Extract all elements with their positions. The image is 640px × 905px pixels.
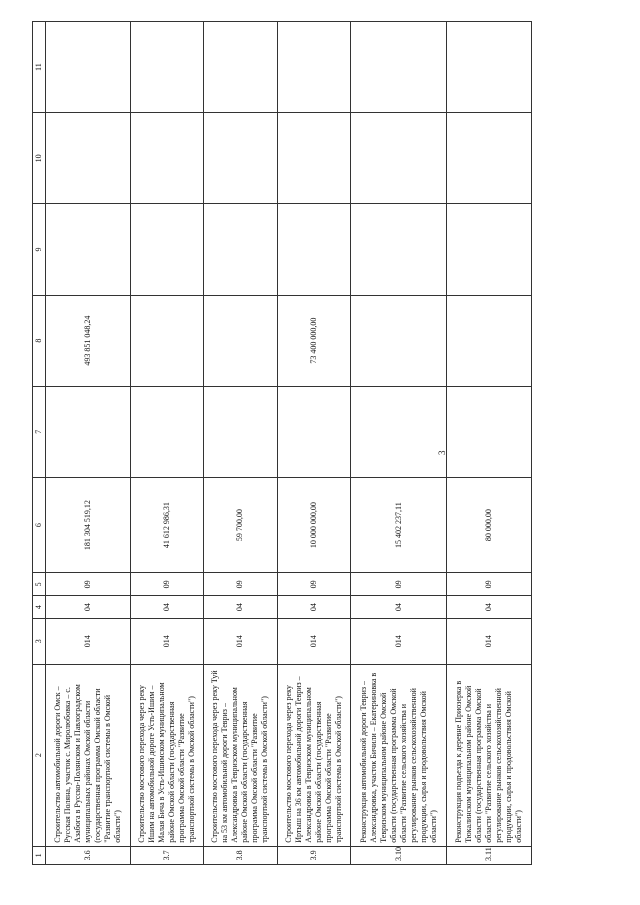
object-name: Строительство мостового перехода через реку Ишим на автомобильной дороге Усть-Ишим – Малая Бича в Усть-Ишимском муниципальном районе Омской области (государственная программа Омской области "Развитие транспортной системы в Омской области") [130,664,203,846]
table-row [204,22,277,865]
code-ministry: 014 [447,618,532,664]
amount-col-10 [130,113,203,204]
amount-col-8 [447,295,532,386]
code-section: 04 [130,596,203,619]
table-body [46,22,532,865]
amount-col-11 [351,22,447,113]
amount-col-6: 10 000 000,00 [277,477,350,573]
code-subsection: 09 [204,573,277,596]
column-header: 6 [33,477,46,573]
object-name: Строительство мостового перехода через реку Туй на 53 км автомобильной дороги Тевриз – Александровка в Тевризском муниципальном районе Омской области (государственная программа Омской области "Развитие транспортной системы в Омской области") [204,664,277,846]
amount-col-8 [204,295,277,386]
code-subsection: 09 [277,573,350,596]
code-subsection: 09 [447,573,532,596]
amount-col-9 [447,204,532,295]
amount-col-9 [130,204,203,295]
object-name: Реконструкция автомобильной дороги Тевриз – Александровка, участок Бичили – Екатериновка в Тевризском муниципальном районе Омской области (государственная программа Омской области "Развитие сельского хозяйства и регулирование рынков сельскохозяйственной продукции, сырья и продовольствия Омской области") [351,664,447,846]
object-name: Реконструкция подъезда к деревне Приозерка в Тюкалинском муниципальном районе Омской области (государственная программа Омской области "Развитие сельского хозяйства и регулирование рынков сельскохозяйственной продукции, сырья и продовольствия Омской области") [447,664,532,846]
amount-col-8 [351,295,447,386]
table-row [130,22,203,865]
code-ministry: 014 [46,618,131,664]
amount-col-11 [277,22,350,113]
amount-col-11 [130,22,203,113]
amount-col-7 [46,386,131,477]
amount-col-9 [277,204,350,295]
amount-col-6: 59 700,00 [204,477,277,573]
object-name: Строительство мостового перехода через реку Иртыш на 36 км автомобильной дороги Тевриз – Александровка в Тевризском муниципальном районе Омской области (государственная программа Омской области "Развитие транспортной системы в Омской области") [277,664,350,846]
row-number: 3.11 [447,846,532,864]
object-name: Строительство автомобильной дороги Омск – Русская Поляна, участок с. Миролюбовка – с. Азабога в Русско-Полянском и Павлоградском муниципальных районах Омской области (государственная программа Омской области "Развитие транспортной системы в Омской области") [46,664,131,846]
amount-col-6: 41 612 986,31 [130,477,203,573]
table-row [351,22,447,865]
table-row [277,22,350,865]
amount-col-10 [447,113,532,204]
amount-col-11 [204,22,277,113]
amount-col-10 [277,113,350,204]
code-subsection: 09 [46,573,131,596]
table-row [447,22,532,865]
code-section: 04 [447,596,532,619]
column-header: 8 [33,295,46,386]
code-ministry: 014 [130,618,203,664]
column-header: 3 [33,618,46,664]
header-row [33,22,46,865]
column-header: 7 [33,386,46,477]
amount-col-9 [204,204,277,295]
amount-col-7 [204,386,277,477]
row-number: 3.8 [204,846,277,864]
code-ministry: 014 [204,618,277,664]
amount-col-6: 181 304 519,12 [46,477,131,573]
amount-col-7 [277,386,350,477]
amount-col-11 [447,22,532,113]
budget-table [32,21,532,865]
column-header: 4 [33,596,46,619]
amount-col-8: 493 851 048,24 [46,295,131,386]
column-header: 11 [33,22,46,113]
column-header: 2 [33,664,46,846]
amount-col-7 [447,386,532,477]
amount-col-10 [204,113,277,204]
amount-col-8: 73 400 000,00 [277,295,350,386]
amount-col-10 [46,113,131,204]
row-number: 3.6 [46,846,131,864]
amount-col-8 [130,295,203,386]
amount-col-6: 15 402 237,11 [351,477,447,573]
column-header: 9 [33,204,46,295]
table-row [46,22,131,865]
code-section: 04 [351,596,447,619]
code-subsection: 09 [130,573,203,596]
code-section: 04 [46,596,131,619]
amount-col-9 [46,204,131,295]
row-number: 3.7 [130,846,203,864]
row-number: 3.10 [351,846,447,864]
column-header: 5 [33,573,46,596]
code-ministry: 014 [277,618,350,664]
amount-col-7 [130,386,203,477]
page-number: 3 [437,450,447,455]
amount-col-6: 80 000,00 [447,477,532,573]
code-ministry: 014 [351,618,447,664]
code-section: 04 [204,596,277,619]
column-header: 10 [33,113,46,204]
row-number: 3.9 [277,846,350,864]
amount-col-10 [351,113,447,204]
code-subsection: 09 [351,573,447,596]
column-header: 1 [33,846,46,864]
amount-col-9 [351,204,447,295]
amount-col-11 [46,22,131,113]
code-section: 04 [277,596,350,619]
amount-col-7 [351,386,447,477]
